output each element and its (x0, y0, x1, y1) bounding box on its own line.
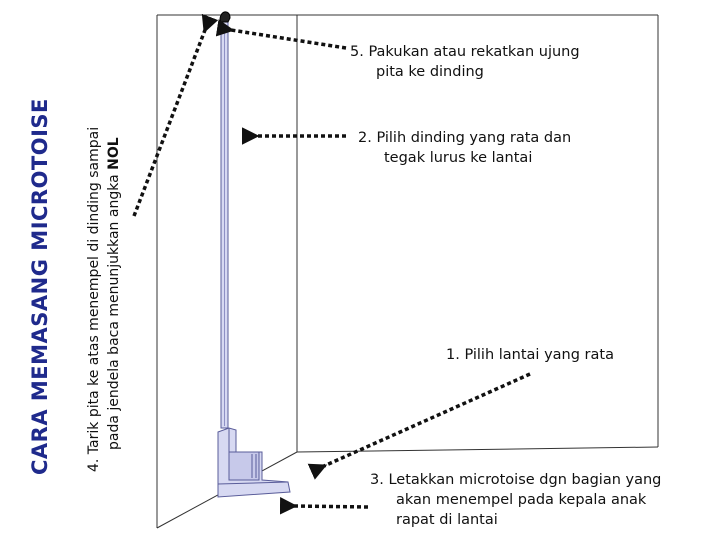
device-window (229, 452, 259, 480)
arrow-step3 (294, 506, 368, 507)
step5-label (350, 42, 580, 82)
step1-label (446, 345, 614, 365)
microtoise-device (218, 12, 290, 497)
step3-line3: rapat di lantai (396, 512, 498, 528)
step3-line2: akan menempel pada kepala anak (396, 492, 647, 508)
step3-line1: 3. Letakkan microtoise dgn bagian yang (370, 472, 662, 488)
step2-line2: tegak lurus ke lantai (384, 150, 533, 166)
step1-line1: 1. Pilih lantai yang rata (446, 347, 614, 363)
step5-line2: pita ke dinding (376, 64, 484, 80)
step4-line2 (104, 52, 124, 472)
step4-label (84, 52, 128, 472)
step4-line2-prefix: pada jendela baca menunjukkan angka (106, 169, 122, 450)
tape-hook-top (220, 12, 230, 22)
step2-label (358, 128, 571, 168)
arrow-step1 (324, 374, 530, 466)
step4-bold-value: NOL (106, 137, 122, 170)
arrow-step4 (134, 30, 205, 216)
step2-line1: 2. Pilih dinding yang rata dan (358, 130, 572, 146)
floor-edge-right (297, 447, 658, 452)
step4-line1: 4. Tarik pita ke atas menempel di dinding sampai (86, 126, 102, 472)
step3-label (370, 470, 661, 530)
arrows (134, 30, 530, 507)
diagram-title: CARA MEMASANG MICROTOISE (28, 98, 52, 475)
arrow-step5 (231, 30, 346, 48)
step5-line1: 5. Pakukan atau rekatkan ujung (350, 44, 580, 60)
